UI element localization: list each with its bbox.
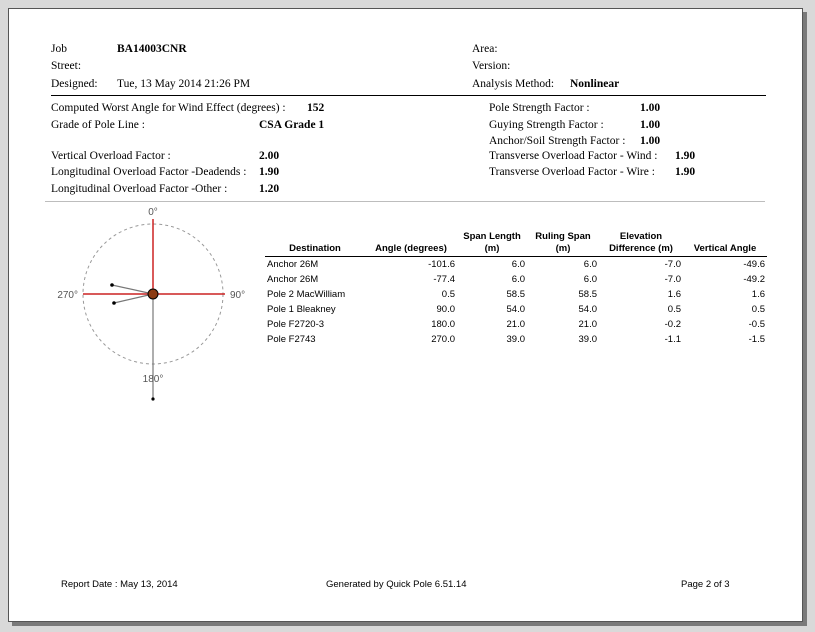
anchor-soil-strength-label: Anchor/Soil Strength Factor : (489, 135, 626, 147)
guy-line-anchor-2 (114, 294, 153, 303)
cell-ruling-span: 54.0 (578, 304, 597, 315)
anchor-soil-strength-value: 1.00 (640, 135, 661, 147)
version-label: Version: (472, 60, 511, 72)
cell-vertical-angle: 1.6 (751, 289, 765, 300)
anchor-marker-2 (112, 301, 116, 305)
cell-destination: Pole 2 MacWilliam (267, 289, 346, 300)
pole-plan-diagram (39, 205, 269, 405)
cell-destination: Anchor 26M (267, 259, 319, 270)
pole-f2720-3-marker (151, 397, 154, 400)
cell-ruling-span: 21.0 (578, 319, 597, 330)
pole-strength-value: 1.00 (640, 102, 661, 114)
compass-label-90: 90° (230, 290, 246, 301)
vertical-overload-value: 2.00 (259, 150, 280, 162)
cell-span-length: 6.0 (511, 259, 525, 270)
header-destination: Destination (265, 231, 365, 257)
guying-strength-label: Guying Strength Factor : (489, 119, 604, 131)
cell-destination: Pole 1 Bleakney (267, 304, 336, 315)
header-vertical-angle: Vertical Angle (683, 231, 767, 257)
table-row (265, 332, 767, 347)
longitudinal-deadends-label: Longitudinal Overload Factor -Deadends : (51, 166, 247, 178)
cell-angle: -77.4 (433, 274, 455, 285)
cell-angle: 270.0 (431, 334, 455, 345)
cell-span-length: 54.0 (506, 304, 525, 315)
cell-angle: -101.6 (428, 259, 455, 270)
cell-span-length: 58.5 (506, 289, 525, 300)
header-span-length: Span Length (m) (457, 231, 527, 257)
job-label: Job (51, 43, 67, 55)
header-angle: Angle (degrees) (365, 231, 457, 257)
cell-ruling-span: 6.0 (583, 259, 597, 270)
table-row (265, 287, 767, 302)
table-row (265, 317, 767, 332)
transverse-wire-value: 1.90 (675, 166, 696, 178)
cell-elevation: 1.6 (667, 289, 681, 300)
cell-ruling-span: 39.0 (578, 334, 597, 345)
anchor-marker-1 (110, 283, 114, 287)
longitudinal-deadends-value: 1.90 (259, 166, 280, 178)
compass-label-270: 270° (57, 290, 78, 301)
spans-table-header (265, 231, 767, 257)
pole-center-marker (148, 289, 158, 299)
pole-strength-label: Pole Strength Factor : (489, 102, 590, 114)
cell-destination: Pole F2743 (267, 334, 316, 345)
spans-table (265, 231, 767, 347)
transverse-wire-label: Transverse Overload Factor - Wire : (489, 166, 655, 178)
grade-label: Grade of Pole Line : (51, 119, 145, 131)
cell-vertical-angle: -49.2 (743, 274, 765, 285)
cell-vertical-angle: -49.6 (743, 259, 765, 270)
worst-angle-label: Computed Worst Angle for Wind Effect (degrees) : (51, 102, 286, 114)
table-row (265, 302, 767, 317)
transverse-wind-value: 1.90 (675, 150, 696, 162)
cell-destination: Anchor 26M (267, 274, 319, 285)
worst-angle-value: 152 (307, 102, 325, 114)
cell-span-length: 21.0 (506, 319, 525, 330)
cell-destination: Pole F2720-3 (267, 319, 325, 330)
grade-value: CSA Grade 1 (259, 119, 325, 131)
analysis-method-label: Analysis Method: (472, 78, 555, 90)
transverse-wind-label: Transverse Overload Factor - Wind : (489, 150, 658, 162)
area-label: Area: (472, 43, 498, 55)
cell-span-length: 39.0 (506, 334, 525, 345)
report-page (8, 8, 803, 622)
page-number: Page 2 of 3 (681, 579, 730, 590)
report-date: Report Date : May 13, 2014 (61, 579, 178, 590)
designed-label: Designed: (51, 78, 98, 90)
generated-by: Generated by Quick Pole 6.51.14 (326, 579, 467, 590)
header-divider (51, 95, 766, 96)
cell-elevation: 0.5 (667, 304, 681, 315)
cell-ruling-span: 58.5 (578, 289, 597, 300)
cell-angle: 180.0 (431, 319, 455, 330)
guying-strength-value: 1.00 (640, 119, 661, 131)
cell-elevation: -7.0 (664, 274, 681, 285)
guy-line-anchor-1 (112, 285, 153, 294)
cell-elevation: -1.1 (664, 334, 681, 345)
table-row (265, 257, 767, 273)
table-row (265, 272, 767, 287)
cell-elevation: -7.0 (664, 259, 681, 270)
compass-label-0: 0° (148, 207, 158, 218)
cell-vertical-angle: 0.5 (751, 304, 765, 315)
cell-angle: 0.5 (441, 289, 455, 300)
header-elevation-difference: Elevation Difference (m) (599, 231, 683, 257)
compass-label-180: 180° (142, 374, 164, 385)
cell-vertical-angle: -0.5 (748, 319, 765, 330)
longitudinal-other-value: 1.20 (259, 183, 280, 195)
job-value: BA14003CNR (117, 43, 187, 55)
cell-angle: 90.0 (436, 304, 455, 315)
vertical-overload-label: Vertical Overload Factor : (51, 150, 171, 162)
cell-span-length: 6.0 (511, 274, 525, 285)
designed-value: Tue, 13 May 2014 21:26 PM (117, 78, 251, 90)
cell-elevation: -0.2 (664, 319, 681, 330)
cell-ruling-span: 6.0 (583, 274, 597, 285)
factors-divider (45, 201, 765, 202)
longitudinal-other-label: Longitudinal Overload Factor -Other : (51, 183, 228, 195)
cell-vertical-angle: -1.5 (748, 334, 765, 345)
header-ruling-span: Ruling Span (m) (527, 231, 599, 257)
analysis-method-value: Nonlinear (570, 78, 620, 90)
street-label: Street: (51, 60, 82, 72)
